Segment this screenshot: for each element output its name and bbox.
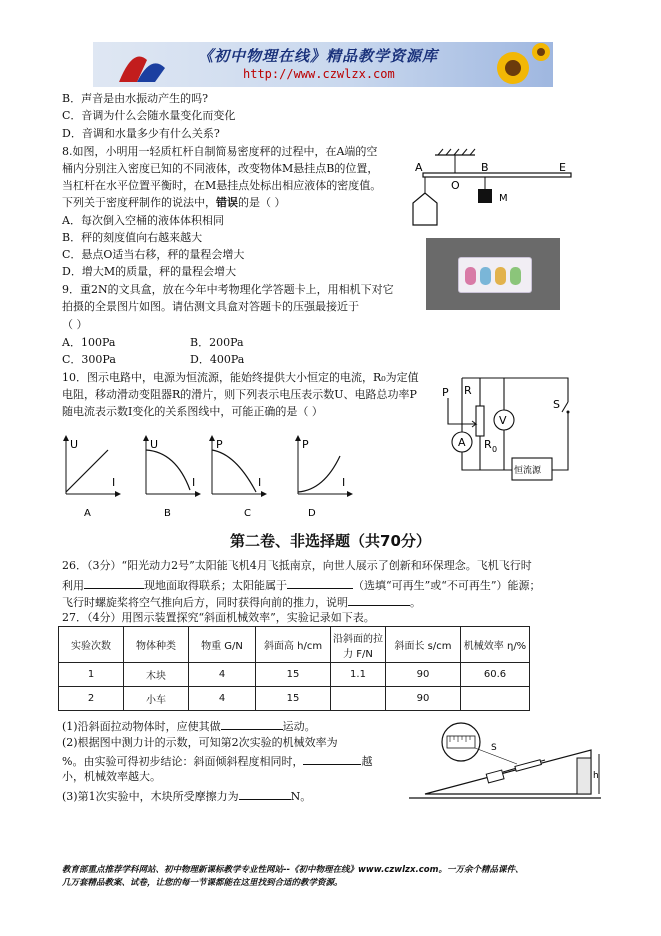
current-source-label: 恒流源 bbox=[514, 466, 542, 476]
q8-option-a: A．每次倒入空桶的液体体积相同 bbox=[62, 214, 224, 227]
banner-title: 《初中物理在线》精品教学资源库 bbox=[198, 47, 439, 65]
graph-d-label: D bbox=[308, 508, 316, 519]
graph-c-label: C bbox=[244, 508, 251, 519]
voltmeter-icon: V bbox=[499, 414, 507, 427]
circuit-label-p: P bbox=[442, 386, 449, 399]
q9-option-a: A．100Pa bbox=[62, 336, 116, 349]
table-row: 1 木块 4 15 1.1 90 60.6 bbox=[59, 663, 530, 687]
svg-text:U: U bbox=[70, 438, 79, 451]
circuit-label-r0-subscript: 0 bbox=[492, 445, 498, 454]
table-cell-empty[interactable] bbox=[331, 687, 386, 711]
q27-part1: (1)沿斜面拉动物体时，应使其做 运动。 bbox=[62, 720, 316, 733]
q26-blank-1[interactable] bbox=[84, 577, 144, 589]
graph-a bbox=[66, 438, 118, 519]
q8-stem-line2: 桶内分别注入密度已知的不同液体，改变物体M悬挂点B的位置， bbox=[62, 162, 379, 175]
q27-blank-1[interactable] bbox=[221, 718, 283, 730]
table-header-cell: 机械效率 η/% bbox=[461, 627, 530, 663]
weight-m-icon bbox=[478, 189, 492, 203]
lever-diagram bbox=[405, 143, 575, 233]
section-title: 第二卷、非选择题（共70分） bbox=[230, 532, 431, 550]
table-cell-empty[interactable] bbox=[461, 687, 530, 711]
svg-text:I: I bbox=[258, 476, 262, 489]
ammeter-icon: A bbox=[458, 436, 466, 449]
lever-label-b: B bbox=[481, 161, 489, 174]
q8-emphasis: 错误 bbox=[216, 196, 238, 209]
q26-blank-2[interactable] bbox=[287, 577, 353, 589]
q26-blank-3[interactable] bbox=[348, 594, 410, 606]
lever-label-a: A bbox=[415, 161, 423, 174]
q10-stem-line2: 电阻，移动滑动变阻器R的滑片，则下列表示电压表示数U、电路总功率P bbox=[62, 388, 417, 401]
q27-blank-3[interactable] bbox=[239, 788, 291, 800]
q27-part2-line2: %。由实验可得初步结论：斜面倾斜程度相同时， 越 bbox=[62, 755, 373, 768]
q8-stem-line3: 当杠杆在水平位置平衡时，在M悬挂点处标出相应液体的密度值。 bbox=[62, 179, 382, 192]
q7-option-d: D．音调和水量多少有什么关系? bbox=[62, 127, 220, 140]
graph-c bbox=[212, 438, 264, 519]
graph-b-label: B bbox=[164, 508, 171, 519]
q10-stem-line3: 随电流表示数I变化的关系图线中，可能正确的是（ ） bbox=[62, 405, 323, 418]
q26-stem-line1: 26．（3分）“阳光动力2号”太阳能飞机4月飞抵南京，向世人展示了创新和环保理念。飞机飞行时 bbox=[62, 559, 532, 572]
svg-text:U: U bbox=[150, 438, 159, 451]
q26-stem-line3: 飞行时螺旋桨将空气推向后方，同时获得向前的推力，说明 。 bbox=[62, 596, 421, 609]
incline-diagram bbox=[405, 720, 605, 802]
table-header-cell: 物重 G/N bbox=[189, 627, 256, 663]
q7-option-c: C．音调为什么会随水量变化而变化 bbox=[62, 109, 236, 122]
circuit-diagram bbox=[440, 370, 580, 482]
table-header-cell: 斜面长 s/cm bbox=[386, 627, 461, 663]
table-row: 2 小车 4 15 90 bbox=[59, 687, 530, 711]
svg-text:P: P bbox=[216, 438, 223, 451]
q8-option-c: C．悬点O适当右移，秤的量程会增大 bbox=[62, 248, 245, 261]
pencil-case-icon bbox=[458, 257, 532, 293]
incline-label-s: S bbox=[491, 743, 497, 753]
q9-stem-line2: 拍摄的全景图片如图。请估测文具盒对答题卡的压强最接近于 bbox=[62, 300, 359, 313]
q27-intro: 27．（4分）用图示装置探究“斜面机械效率”，实验记录如下表。 bbox=[62, 611, 375, 624]
q26-stem-line2: 利用 现地面取得联系；太阳能属于 （选填“可再生”或“不可再生”）能源； bbox=[62, 579, 541, 592]
q8-option-d: D．增大M的质量，秤的量程会增大 bbox=[62, 265, 237, 278]
q9-stem-line3: （ ） bbox=[62, 318, 88, 331]
data-table bbox=[58, 626, 530, 711]
table-header-cell: 物体种类 bbox=[124, 627, 189, 663]
circuit-label-s: S bbox=[553, 398, 560, 411]
circuit-label-r0: R bbox=[484, 438, 492, 451]
footer-line1: 教育部重点推荐学科网站、初中物理新课标教学专业性网站--《初中物理在线》www.czwlzx.com。一万余个精品课件、 bbox=[62, 865, 524, 875]
q27-blank-2[interactable] bbox=[303, 753, 361, 765]
svg-text:I: I bbox=[192, 476, 196, 489]
q10-option-graphs bbox=[58, 434, 358, 520]
svg-text:I: I bbox=[112, 476, 116, 489]
footer bbox=[62, 864, 523, 890]
incline-label-h: h bbox=[593, 771, 599, 781]
q9-option-d: D．400Pa bbox=[190, 353, 245, 366]
table-header-row bbox=[59, 627, 530, 663]
banner-url: http://www.czwlzx.com bbox=[243, 67, 395, 81]
table-header-cell: 斜面高 h/cm bbox=[256, 627, 331, 663]
q10-stem-line1: 10．图示电路中，电源为恒流源，能始终提供大小恒定的电流，R₀为定值 bbox=[62, 371, 419, 384]
table-header-cell: 实验次数 bbox=[59, 627, 124, 663]
lever-label-o: O bbox=[451, 179, 460, 192]
svg-text:I: I bbox=[342, 476, 346, 489]
svg-text:P: P bbox=[302, 438, 309, 451]
q9-stem-line1: 9．重2N的文具盒，放在今年中考物理化学答题卡上，用相机下对它 bbox=[62, 283, 394, 296]
q9-photo bbox=[426, 238, 560, 310]
graph-d bbox=[298, 438, 350, 519]
q27-part3: (3)第1次实验中，木块所受摩擦力为 N。 bbox=[62, 790, 312, 803]
footer-line2: 几万套精品教案、试卷，让您的每一节课都能在这里找到合适的教学资源。 bbox=[62, 878, 343, 888]
lever-label-e: E bbox=[559, 161, 566, 174]
sunflower-icon bbox=[473, 42, 553, 87]
logo-icon bbox=[111, 42, 171, 87]
q27-part2-line1: (2)根据图中测力计的示数，可知第2次实验的机械效率为 bbox=[62, 736, 338, 749]
q8-stem-line1: 8.如图，小明用一轻质杠杆自制简易密度秤的过程中，在A端的空 bbox=[62, 145, 378, 158]
q8-option-b: B．秤的刻度值向右越来越大 bbox=[62, 231, 203, 244]
q9-option-c: C．300Pa bbox=[62, 353, 116, 366]
circuit-label-r: R bbox=[464, 384, 472, 397]
q9-option-b: B．200Pa bbox=[190, 336, 244, 349]
q7-option-b: B．声音是由水振动产生的吗? bbox=[62, 92, 208, 105]
q8-stem-line4: 下列关于密度秤制作的说法中，错误的是（ ） bbox=[62, 196, 286, 209]
lever-label-m: M bbox=[499, 193, 508, 204]
graph-a-label: A bbox=[84, 508, 91, 519]
q27-part2-line3: 小，机械效率越大。 bbox=[62, 770, 161, 783]
table-header-cell: 沿斜面的拉力 F/N bbox=[331, 627, 386, 663]
header-banner bbox=[93, 42, 553, 87]
graph-b bbox=[146, 438, 198, 519]
